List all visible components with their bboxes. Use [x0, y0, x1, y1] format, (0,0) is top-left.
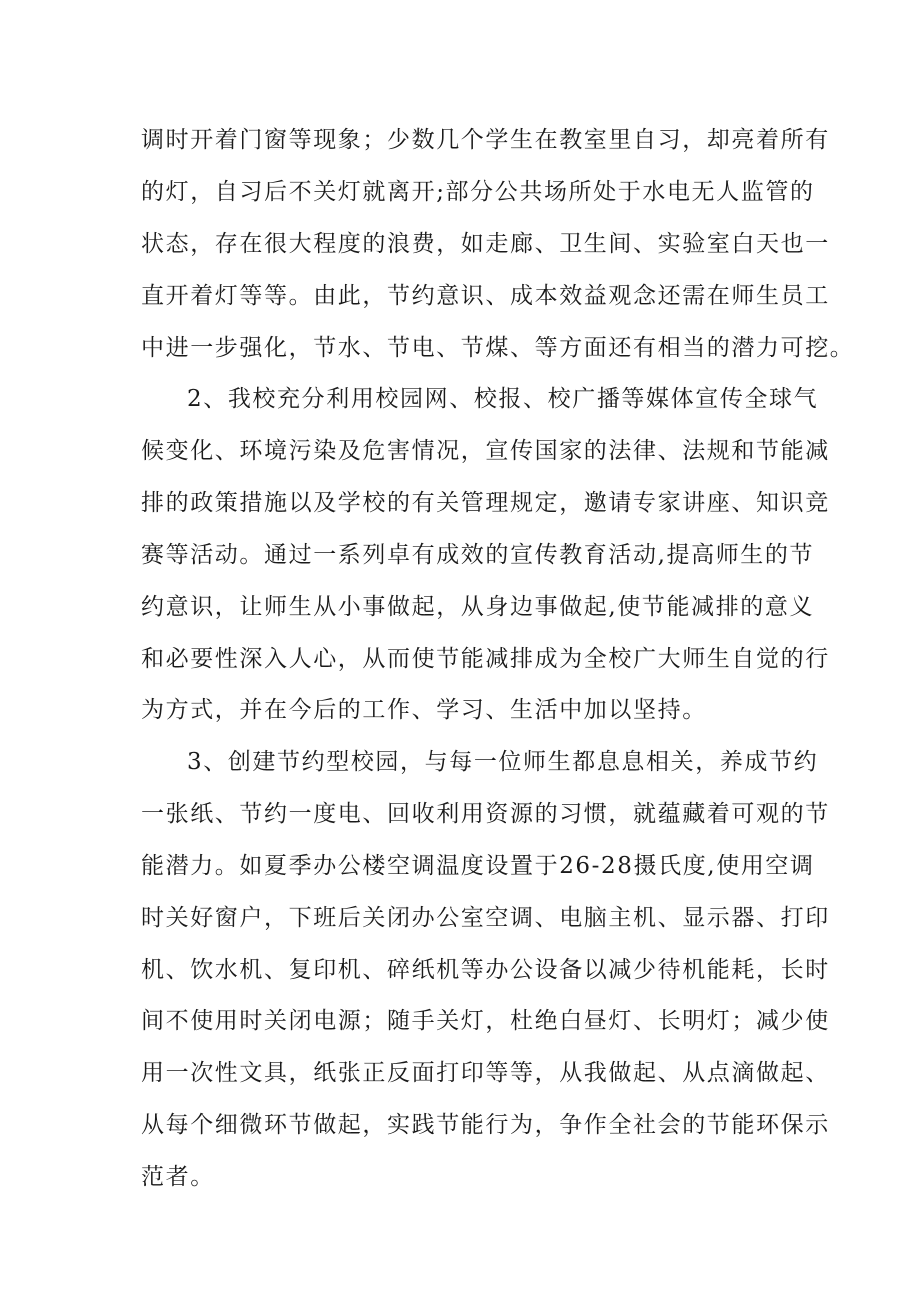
paragraph-1-line-1: 调时开着门窗等现象；少数几个学生在教室里自习，却亮着所有	[141, 127, 830, 153]
paragraph-2-line-6: 和必要性深入人心，从而使节能减排成为全校广大师生自觉的行	[141, 646, 830, 672]
paragraph-3-line-7: 用一次性文具，纸张正反面打印等等，从我做起、从点滴做起、	[141, 1060, 830, 1086]
paragraph-1-line-4: 直开着灯等等。由此，节约意识、成本效益观念还需在师生员工	[141, 283, 830, 309]
paragraph-2-line-5: 约意识，让师生从小事做起，从身边事做起,使节能减排的意义	[141, 594, 815, 620]
paragraph-3-line-3: 能潜力。如夏季办公楼空调温度设置于26-28摄氏度,使用空调	[141, 853, 815, 879]
paragraph-1-line-3: 状态，存在很大程度的浪费，如走廊、卫生间、实验室白天也一	[141, 231, 830, 257]
paragraph-2-line-2: 候变化、环境污染及危害情况，宣传国家的法律、法规和节能减	[141, 438, 830, 464]
paragraph-3-line-5: 机、饮水机、复印机、碎纸机等办公设备以减少待机能耗，长时	[141, 957, 830, 983]
paragraph-3-line-9: 范者。	[141, 1164, 215, 1190]
paragraph-2-line-4: 赛等活动。通过一系列卓有成效的宣传教育活动,提高师生的节	[141, 542, 815, 568]
paragraph-3-line-4: 时关好窗户，下班后关闭办公室空调、电脑主机、显示器、打印	[141, 905, 830, 931]
paragraph-1-line-5: 中进一步强化，节水、节电、节煤、等方面还有相当的潜力可挖。	[141, 335, 855, 361]
paragraph-2-line-7: 为方式，并在今后的工作、学习、生活中加以坚持。	[141, 697, 707, 723]
paragraph-1-line-2: 的灯，自习后不关灯就离开;部分公共场所处于水电无人监管的	[141, 179, 815, 205]
paragraph-3-line-2: 一张纸、节约一度电、回收利用资源的习惯，就蕴藏着可观的节	[141, 801, 830, 827]
paragraph-2-line-3: 排的政策措施以及学校的有关管理规定，邀请专家讲座、知识竞	[141, 490, 830, 516]
paragraph-3-line-6: 间不使用时关闭电源；随手关灯，杜绝白昼灯、长明灯；减少使	[141, 1008, 830, 1034]
paragraph-2-line-1: 2、我校充分利用校园网、校报、校广播等媒体宣传全球气	[187, 386, 819, 412]
paragraph-3-line-1: 3、创建节约型校园，与每一位师生都息息相关，养成节约	[187, 749, 819, 775]
paragraph-3-line-8: 从每个细微环节做起，实践节能行为，争作全社会的节能环保示	[141, 1112, 830, 1138]
